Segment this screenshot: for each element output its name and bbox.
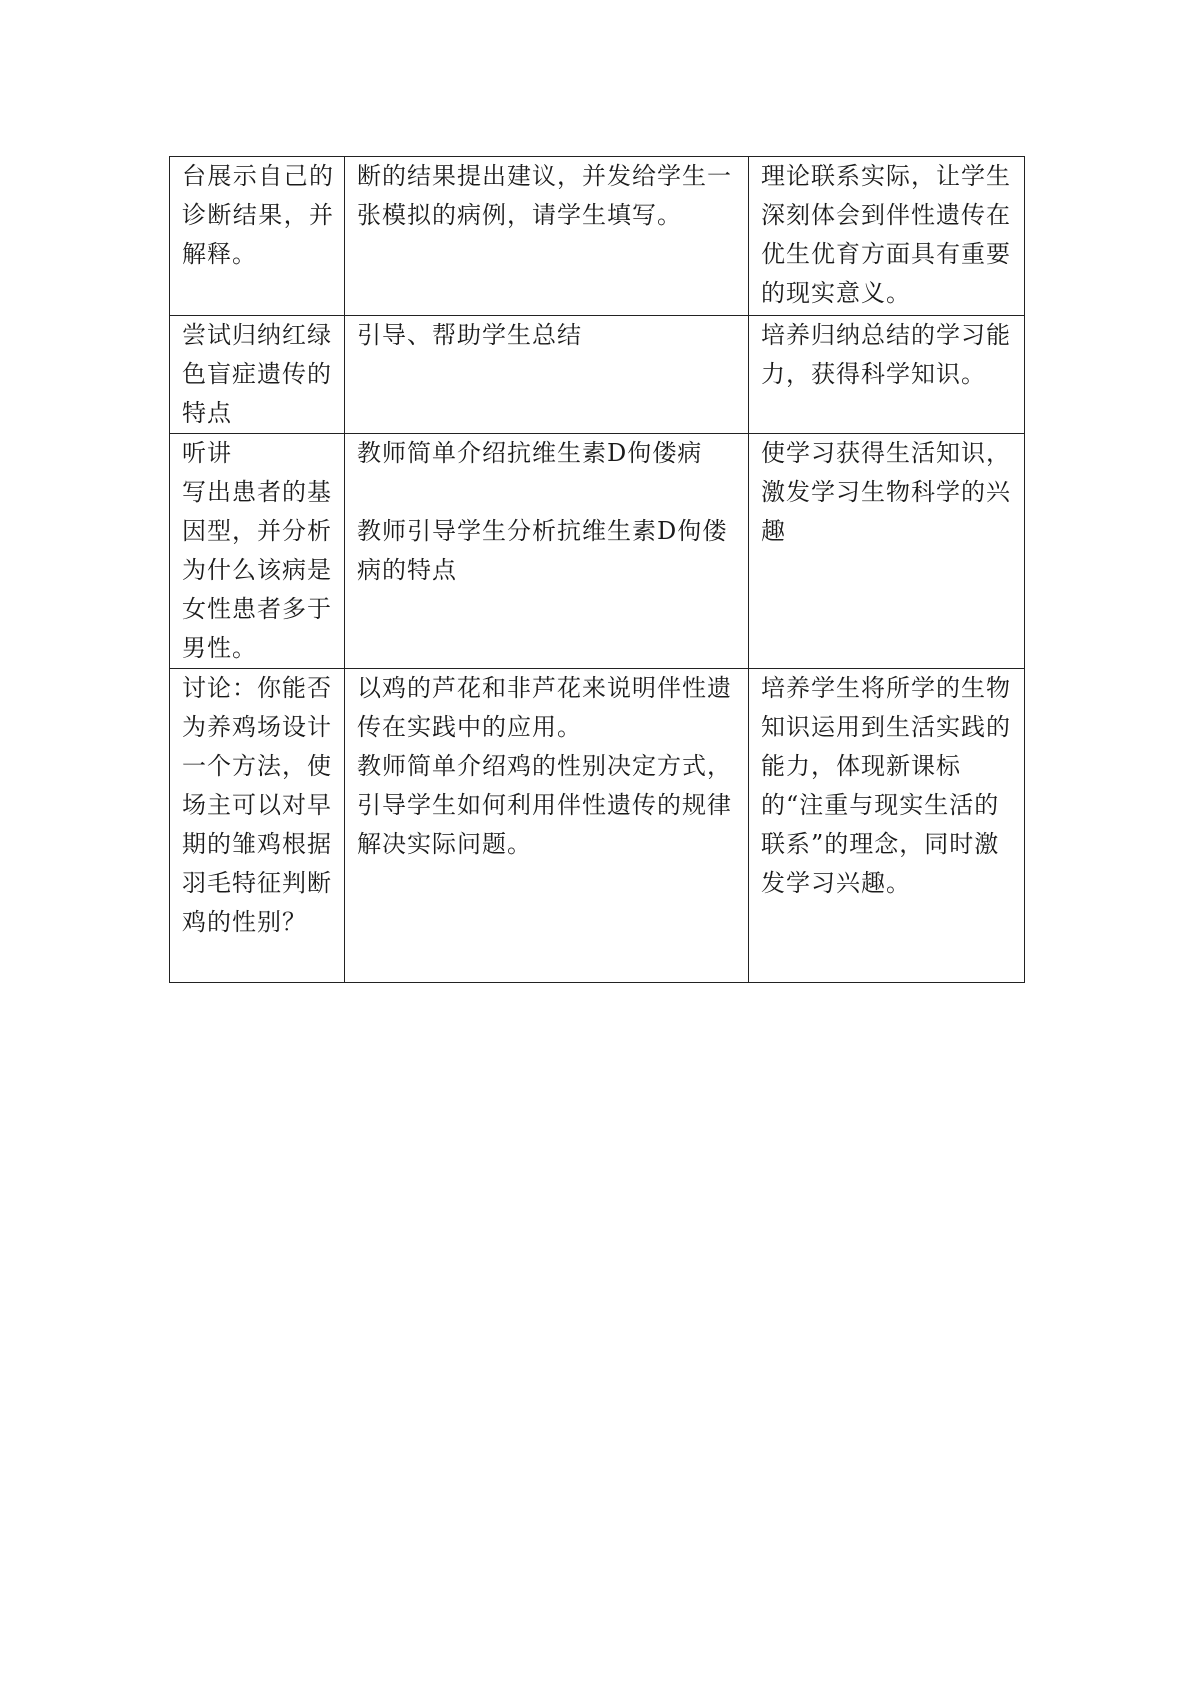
design-intent-cell [749,316,1025,434]
cell-text: 尝试归纳红绿色盲症遗传的特点 [182,321,332,427]
cell-text: 断的结果提出建议，并发给学生一张模拟的病例，请学生填写。 [357,162,732,229]
student-activity-cell [170,669,345,983]
cell-text: 理论联系实际，让学生深刻体会到伴性遗传在优生优育方面具有重要的现实意义。 [761,162,1011,307]
table-row [170,669,1025,983]
design-intent-cell [749,669,1025,983]
teacher-activity-cell [345,157,749,316]
table-row [170,157,1025,316]
cell-text: 教师简单介绍抗维生素D佝偻病 [357,439,703,467]
cell-text: 使学习获得生活知识，激发学习生物科学的兴趣 [761,439,1011,545]
teacher-activity-cell [345,669,749,983]
teacher-activity-cell [345,434,749,669]
student-activity-cell [170,434,345,669]
blank-line [357,473,738,512]
teacher-activity-cell [345,316,749,434]
design-intent-cell [749,434,1025,669]
lesson-plan-table [169,156,1025,983]
student-activity-cell [170,316,345,434]
cell-text: 写出患者的基因型，并分析为什么该病是女性患者多于男性。 [182,478,332,662]
student-activity-cell [170,157,345,316]
cell-text: 教师引导学生分析抗维生素D佝偻病的特点 [357,517,728,584]
cell-text: 以鸡的芦花和非芦花来说明伴性遗传在实践中的应用。 [357,674,732,741]
cell-text: 培养学生将所学的生物知识运用到生活实践的能力，体现新课标的“注重与现实生活的联系”的理念，同时激发学习兴趣。 [761,674,1011,897]
table-row [170,316,1025,434]
cell-text: 教师简单介绍鸡的性别决定方式，引导学生如何利用伴性遗传的规律解决实际问题。 [357,752,732,858]
cell-text: 培养归纳总结的学习能力，获得科学知识。 [761,321,1011,388]
table-row [170,434,1025,669]
cell-text: 台展示自己的诊断结果，并解释。 [182,162,334,268]
cell-text: 听讲 [182,439,232,467]
cell-text: 引导、帮助学生总结 [357,321,582,349]
cell-text: 讨论：你能否为养鸡场设计一个方法，使场主可以对早期的雏鸡根据羽毛特征判断鸡的性别？ [182,674,332,936]
design-intent-cell [749,157,1025,316]
